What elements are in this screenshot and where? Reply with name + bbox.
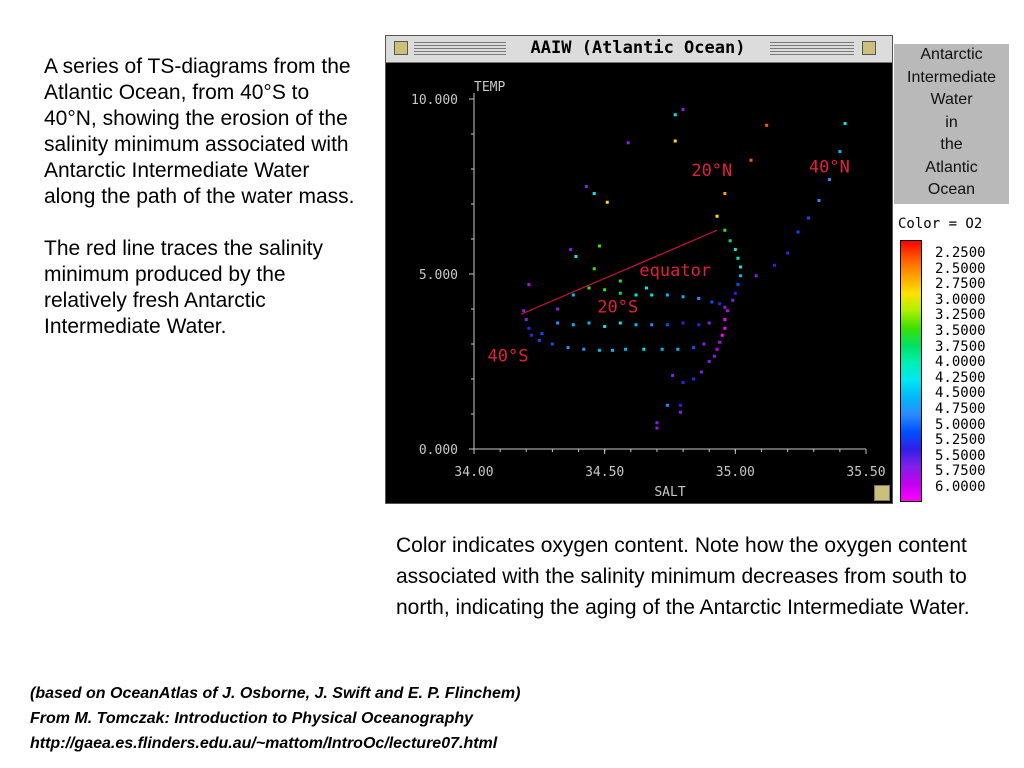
data-point bbox=[650, 323, 653, 326]
data-point bbox=[527, 283, 530, 286]
region-annotation: 20°S bbox=[597, 297, 639, 318]
data-point bbox=[676, 348, 679, 351]
x-tick-label: 35.00 bbox=[715, 465, 755, 480]
data-point bbox=[650, 294, 653, 297]
color-scale-label: 3.7500 bbox=[935, 338, 986, 355]
close-box-icon[interactable] bbox=[394, 41, 408, 55]
side-label-line: Ocean bbox=[927, 181, 976, 198]
data-point bbox=[844, 122, 847, 125]
color-scale-label: 4.2500 bbox=[935, 369, 986, 386]
color-scale-label: 5.7500 bbox=[935, 463, 986, 480]
color-scale-label: 4.5000 bbox=[935, 385, 986, 402]
data-point bbox=[666, 404, 669, 407]
data-point bbox=[679, 411, 682, 414]
data-point bbox=[674, 113, 677, 116]
color-scale-label: 5.0000 bbox=[935, 416, 986, 433]
data-point bbox=[723, 318, 726, 321]
data-point bbox=[556, 308, 559, 311]
data-point bbox=[567, 346, 570, 349]
data-point bbox=[710, 301, 713, 304]
data-point bbox=[697, 297, 700, 300]
data-point bbox=[807, 217, 810, 220]
intro-paragraph-1: A series of TS-diagrams from the Atlantic Ocean, from 40°S to 40°N, showing the erosion of the salinity minimum associated with Antarctic Intermediate Water along the path of the water mass. bbox=[44, 55, 355, 208]
data-point bbox=[716, 348, 719, 351]
data-point bbox=[606, 201, 609, 204]
data-point bbox=[661, 348, 664, 351]
data-point bbox=[619, 322, 622, 325]
color-scale-header: Color = O2 bbox=[898, 216, 983, 232]
data-point bbox=[755, 274, 758, 277]
intro-text bbox=[44, 54, 364, 366]
color-scale-label: 4.0000 bbox=[935, 354, 986, 371]
data-point bbox=[671, 374, 674, 377]
data-point bbox=[736, 283, 739, 286]
data-point bbox=[574, 255, 577, 258]
data-point bbox=[572, 294, 575, 297]
resize-grow-icon[interactable] bbox=[874, 485, 890, 501]
data-point bbox=[655, 427, 658, 430]
titlebar-stripes-left bbox=[414, 42, 506, 56]
data-point bbox=[530, 334, 533, 337]
data-point bbox=[765, 124, 768, 127]
x-tick-label: 34.00 bbox=[454, 465, 494, 480]
data-point bbox=[723, 306, 726, 309]
side-label-line: Intermediate bbox=[907, 68, 996, 86]
data-point bbox=[598, 245, 601, 248]
data-point bbox=[718, 341, 721, 344]
data-point bbox=[734, 292, 737, 295]
x-tick-label: 35.50 bbox=[846, 465, 886, 480]
data-point bbox=[723, 192, 726, 195]
region-annotation: 40°S bbox=[487, 346, 529, 367]
data-point bbox=[702, 343, 705, 346]
color-scale-label: 5.5000 bbox=[935, 447, 986, 464]
region-annotation: 40°N bbox=[808, 157, 850, 178]
color-scale-label: 3.0000 bbox=[935, 291, 986, 308]
y-axis-label: TEMP bbox=[474, 80, 506, 95]
data-point bbox=[556, 322, 559, 325]
data-point bbox=[682, 108, 685, 111]
data-point bbox=[619, 292, 622, 295]
data-point bbox=[603, 325, 606, 328]
y-tick-label: 0.000 bbox=[418, 443, 458, 458]
data-point bbox=[838, 150, 841, 153]
side-label-line: in bbox=[945, 113, 958, 131]
color-scale-label: 6.0000 bbox=[935, 479, 986, 495]
side-label-line: Water bbox=[930, 91, 973, 108]
titlebar-stripes-right bbox=[770, 42, 854, 56]
plot-window bbox=[385, 35, 893, 504]
data-point bbox=[627, 141, 630, 144]
color-scale-label: 2.5000 bbox=[935, 260, 986, 277]
data-point bbox=[666, 294, 669, 297]
data-point bbox=[739, 266, 742, 269]
data-point bbox=[828, 178, 831, 181]
y-tick-label: 5.000 bbox=[418, 268, 458, 283]
intro-paragraph-2: The red line traces the salinity minimum produced by the relatively fresh Antarctic Intermediate Water. bbox=[44, 237, 323, 338]
data-point bbox=[786, 252, 789, 255]
y-tick-label: 10.000 bbox=[411, 93, 458, 108]
window-titlebar[interactable] bbox=[386, 36, 892, 63]
color-scale-label: 5.2500 bbox=[935, 432, 986, 449]
data-point bbox=[585, 185, 588, 188]
data-point bbox=[750, 159, 753, 162]
data-point bbox=[708, 360, 711, 363]
data-point bbox=[611, 349, 614, 352]
data-point bbox=[682, 381, 685, 384]
data-point bbox=[642, 348, 645, 351]
color-scale-label: 2.7500 bbox=[935, 276, 986, 293]
data-point bbox=[538, 339, 541, 342]
data-point bbox=[713, 355, 716, 358]
data-point bbox=[682, 295, 685, 298]
data-point bbox=[716, 215, 719, 218]
data-point bbox=[718, 302, 721, 305]
data-point bbox=[603, 288, 606, 291]
side-label-line: Atlantic bbox=[925, 158, 978, 176]
data-point bbox=[540, 332, 543, 335]
data-point bbox=[525, 318, 528, 321]
side-label-line: the bbox=[940, 136, 963, 153]
data-point bbox=[593, 267, 596, 270]
ts-scatter-plot bbox=[386, 63, 892, 503]
data-point bbox=[572, 323, 575, 326]
data-point bbox=[587, 322, 590, 325]
data-point bbox=[731, 299, 734, 302]
window-title: AAIW (Atlantic Ocean) bbox=[510, 38, 766, 58]
data-point bbox=[692, 378, 695, 381]
color-scale-label: 2.2500 bbox=[935, 245, 986, 261]
data-point bbox=[726, 309, 729, 312]
data-point bbox=[624, 348, 627, 351]
data-point bbox=[655, 421, 658, 424]
data-point bbox=[723, 229, 726, 232]
color-scale-label: 3.2500 bbox=[935, 307, 986, 324]
credit-line-1: (based on OceanAtlas of J. Osborne, J. Swift and E. P. Flinchem) bbox=[30, 685, 521, 702]
data-point bbox=[697, 323, 700, 326]
color-scale-bar bbox=[900, 240, 922, 502]
data-point bbox=[723, 327, 726, 330]
data-point bbox=[692, 346, 695, 349]
oxygen-note: Color indicates oxygen content. Note how the oxygen content associated with the salinity minimum decreases from south to north, indicating the aging of the Antarctic Intermediate Water. bbox=[396, 534, 970, 619]
data-point bbox=[587, 287, 590, 290]
data-point bbox=[700, 371, 703, 374]
data-point bbox=[736, 257, 739, 260]
credit-line-2: From M. Tomczak: Introduction to Physical Oceanography bbox=[30, 710, 474, 727]
region-annotation: 20°N bbox=[691, 161, 733, 181]
data-point bbox=[522, 309, 525, 312]
data-point bbox=[666, 323, 669, 326]
data-point bbox=[797, 231, 800, 234]
data-point bbox=[593, 192, 596, 195]
data-point bbox=[527, 327, 530, 330]
data-point bbox=[729, 239, 732, 242]
data-point bbox=[682, 322, 685, 325]
data-point bbox=[551, 343, 554, 346]
data-point bbox=[645, 287, 648, 290]
data-point bbox=[721, 334, 724, 337]
data-point bbox=[619, 280, 622, 283]
credit-line-3[interactable]: http://gaea.es.flinders.edu.au/~mattom/IntroOc/lecture07.html bbox=[30, 735, 498, 752]
data-point bbox=[674, 140, 677, 143]
credits bbox=[30, 681, 520, 756]
data-point bbox=[635, 294, 638, 297]
color-scale-label: 4.7500 bbox=[935, 401, 986, 417]
x-tick-label: 34.50 bbox=[585, 465, 625, 480]
color-scale-label: 3.5000 bbox=[935, 323, 986, 339]
data-point bbox=[773, 264, 776, 267]
data-point bbox=[679, 404, 682, 407]
data-point bbox=[569, 248, 572, 251]
x-axis-label: SALT bbox=[654, 485, 686, 500]
region-annotation: equator bbox=[639, 260, 712, 281]
data-point bbox=[734, 248, 737, 251]
data-point bbox=[582, 348, 585, 351]
side-label-line: Antarctic bbox=[920, 46, 983, 63]
color-scale bbox=[894, 212, 1009, 506]
zoom-box-icon[interactable] bbox=[862, 41, 876, 55]
data-point bbox=[635, 323, 638, 326]
data-point bbox=[739, 274, 742, 277]
data-point bbox=[817, 199, 820, 202]
side-label-panel bbox=[894, 44, 1009, 204]
data-point bbox=[708, 322, 711, 325]
data-point bbox=[598, 349, 601, 352]
